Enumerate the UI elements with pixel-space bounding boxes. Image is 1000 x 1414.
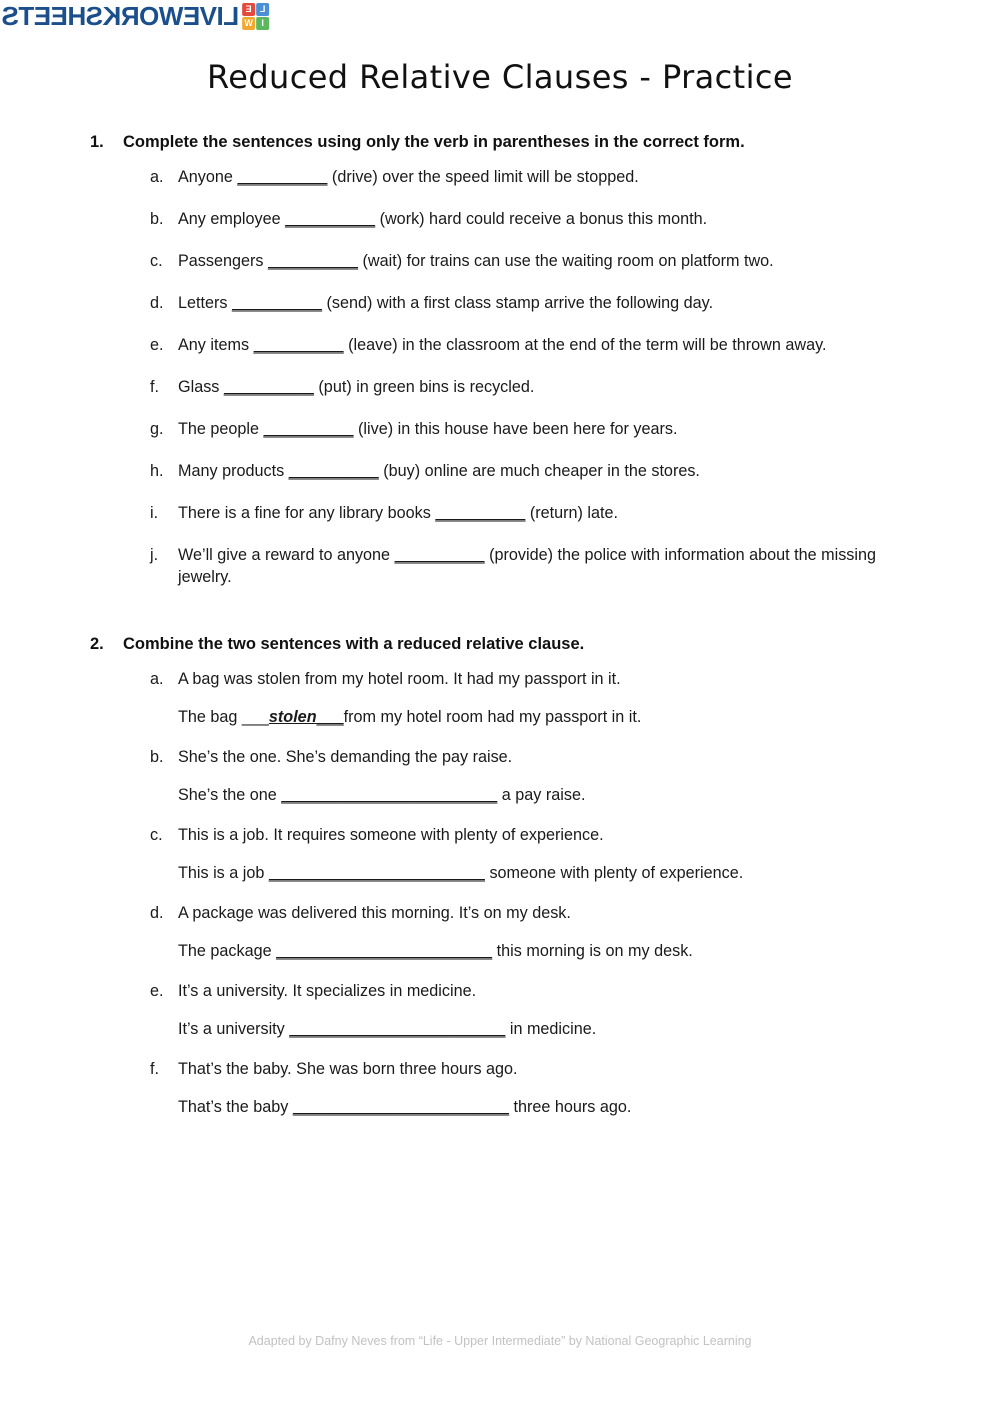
liveworksheets-logo[interactable] xyxy=(2,2,269,30)
list-item xyxy=(150,460,1000,482)
item-pre: There is a fine for any library books xyxy=(178,504,436,522)
logo-tile-3: I xyxy=(256,17,269,30)
section-1-items xyxy=(0,166,1000,588)
item-text xyxy=(178,418,896,440)
answer-post: in medicine. xyxy=(505,1020,597,1038)
answer-post: from my hotel room had my passport in it. xyxy=(343,708,642,726)
item-pre: Any items xyxy=(178,336,254,354)
item-answer-line xyxy=(178,784,918,806)
item-letter: e. xyxy=(150,336,164,354)
page-title: Reduced Relative Clauses - Practice xyxy=(207,58,793,96)
item-prompt: A bag was stolen from my hotel room. It had my passport in it. xyxy=(178,670,621,688)
item-pre: Passengers xyxy=(178,252,268,270)
list-item xyxy=(150,668,1000,728)
item-text xyxy=(178,208,896,230)
item-answer-line xyxy=(178,940,918,962)
list-item xyxy=(150,746,1000,806)
item-post: (drive) over the speed limit will be stopped. xyxy=(327,168,639,186)
section-2-items xyxy=(0,668,1000,1118)
answer-blank[interactable]: __________ xyxy=(253,336,344,354)
item-letter: d. xyxy=(150,904,164,922)
answer-post: a pay raise. xyxy=(497,786,586,804)
item-post: (wait) for trains can use the waiting room on platform two. xyxy=(358,252,774,270)
section-spacer xyxy=(0,608,1000,632)
answer-blank[interactable]: ________________________ xyxy=(276,942,493,960)
list-item xyxy=(150,376,1000,398)
item-text xyxy=(178,376,896,398)
item-letter: f. xyxy=(150,378,159,396)
item-letter: f. xyxy=(150,1060,159,1078)
logo-tiles xyxy=(242,3,269,30)
item-text xyxy=(178,668,918,728)
item-text xyxy=(178,1058,918,1118)
section-1-heading xyxy=(0,130,1000,154)
item-text xyxy=(178,460,896,482)
section-2 xyxy=(0,632,1000,1118)
worksheet-body xyxy=(0,130,1000,1136)
section-2-heading xyxy=(0,632,1000,656)
item-prompt: It’s a university. It specializes in medicine. xyxy=(178,982,477,1000)
answer-blank[interactable]: __________ xyxy=(263,420,354,438)
answer-blank[interactable]: __________ xyxy=(232,294,323,312)
section-1 xyxy=(0,130,1000,588)
item-post: (return) late. xyxy=(525,504,619,522)
footer-attribution: Adapted by Dafny Neves from “Life - Upper Intermediate” by National Geographic Learning xyxy=(248,1334,752,1348)
item-prompt: That’s the baby. She was born three hours ago. xyxy=(178,1060,518,1078)
answer-blank[interactable]: __________ xyxy=(285,210,376,228)
item-prompt: A package was delivered this morning. It’s on my desk. xyxy=(178,904,571,922)
item-text xyxy=(178,292,896,314)
item-prompt: This is a job. It requires someone with plenty of experience. xyxy=(178,826,604,844)
item-pre: Glass xyxy=(178,378,224,396)
item-post: (provide) the police with information about the missing jewelry. xyxy=(178,546,876,586)
list-item xyxy=(150,208,1000,230)
section-2-title: Combine the two sentences with a reduced relative clause. xyxy=(123,635,585,653)
item-text xyxy=(178,980,918,1040)
item-letter: d. xyxy=(150,294,164,312)
item-pre: We’ll give a reward to anyone xyxy=(178,546,395,564)
item-pre: Letters xyxy=(178,294,232,312)
item-post: (work) hard could receive a bonus this month. xyxy=(375,210,708,228)
item-text xyxy=(178,824,918,884)
item-pre: Many products xyxy=(178,462,289,480)
logo-wordmark: LIVEWORKSHEETS xyxy=(2,1,240,31)
logo-tile-1: L xyxy=(256,3,269,16)
answer-blank[interactable]: ________________________ xyxy=(289,1020,506,1038)
item-text xyxy=(178,250,896,272)
logo-tile-4: W xyxy=(242,17,255,30)
item-post: (send) with a first class stamp arrive the following day. xyxy=(322,294,714,312)
item-text xyxy=(178,902,918,962)
list-item xyxy=(150,292,1000,314)
answer-post: three hours ago. xyxy=(508,1098,632,1116)
item-pre: The people xyxy=(178,420,264,438)
answer-blank[interactable]: __________ xyxy=(288,462,379,480)
answer-filled[interactable]: stolen xyxy=(268,708,317,726)
list-item xyxy=(150,250,1000,272)
answer-pre: The bag ___ xyxy=(178,708,269,726)
item-letter: a. xyxy=(150,670,164,688)
list-item xyxy=(150,824,1000,884)
list-item xyxy=(150,980,1000,1040)
list-item xyxy=(150,1058,1000,1118)
item-answer-line xyxy=(178,862,918,884)
item-post: (put) in green bins is recycled. xyxy=(313,378,535,396)
item-letter: b. xyxy=(150,748,164,766)
answer-blank[interactable]: __________ xyxy=(435,504,526,522)
answer-pre: She’s the one xyxy=(178,786,282,804)
item-text xyxy=(178,502,896,524)
item-letter: i. xyxy=(150,504,159,522)
item-answer-line xyxy=(178,706,918,728)
answer-post: someone with plenty of experience. xyxy=(484,864,744,882)
list-item xyxy=(150,418,1000,440)
answer-blank[interactable]: ________________________ xyxy=(281,786,498,804)
item-post: (live) in this house have been here for years. xyxy=(353,420,678,438)
answer-pre: The package xyxy=(178,942,277,960)
item-pre: Any employee xyxy=(178,210,286,228)
item-letter: b. xyxy=(150,210,164,228)
list-item xyxy=(150,544,1000,588)
list-item xyxy=(150,902,1000,962)
item-text xyxy=(178,166,896,188)
item-text xyxy=(178,544,896,588)
list-item xyxy=(150,502,1000,524)
answer-blank[interactable]: __________ xyxy=(394,546,485,564)
list-item xyxy=(150,334,1000,356)
item-post: (buy) online are much cheaper in the stores. xyxy=(378,462,700,480)
item-letter: e. xyxy=(150,982,164,1000)
item-post: (leave) in the classroom at the end of the term will be thrown away. xyxy=(343,336,827,354)
item-letter: j. xyxy=(150,546,159,564)
item-pre: Anyone xyxy=(178,168,238,186)
answer-blank[interactable]: ________________________ xyxy=(292,1098,509,1116)
item-letter: c. xyxy=(150,826,163,844)
item-answer-line xyxy=(178,1096,918,1118)
section-2-number: 2. xyxy=(90,635,104,653)
item-letter: c. xyxy=(150,252,163,270)
item-answer-line xyxy=(178,1018,918,1040)
section-1-title: Complete the sentences using only the verb in parentheses in the correct form. xyxy=(123,133,745,151)
section-1-number: 1. xyxy=(90,133,104,151)
item-text xyxy=(178,746,918,806)
answer-post: this morning is on my desk. xyxy=(492,942,693,960)
answer-blank[interactable]: ________________________ xyxy=(268,864,485,882)
answer-blank[interactable]: __________ xyxy=(267,252,359,270)
item-prompt: She’s the one. She’s demanding the pay raise. xyxy=(178,748,513,766)
answer-blank[interactable]: __________ xyxy=(237,168,328,186)
item-letter: g. xyxy=(150,420,164,438)
answer-pre: That’s the baby xyxy=(178,1098,293,1116)
list-item xyxy=(150,166,1000,188)
answer-pre: This is a job xyxy=(178,864,269,882)
answer-blank[interactable]: ___ xyxy=(316,708,344,726)
item-letter: a. xyxy=(150,168,164,186)
item-letter: h. xyxy=(150,462,164,480)
logo-tile-2: E xyxy=(242,3,255,16)
answer-blank[interactable]: __________ xyxy=(223,378,314,396)
answer-pre: It’s a university xyxy=(178,1020,290,1038)
item-text xyxy=(178,334,896,356)
